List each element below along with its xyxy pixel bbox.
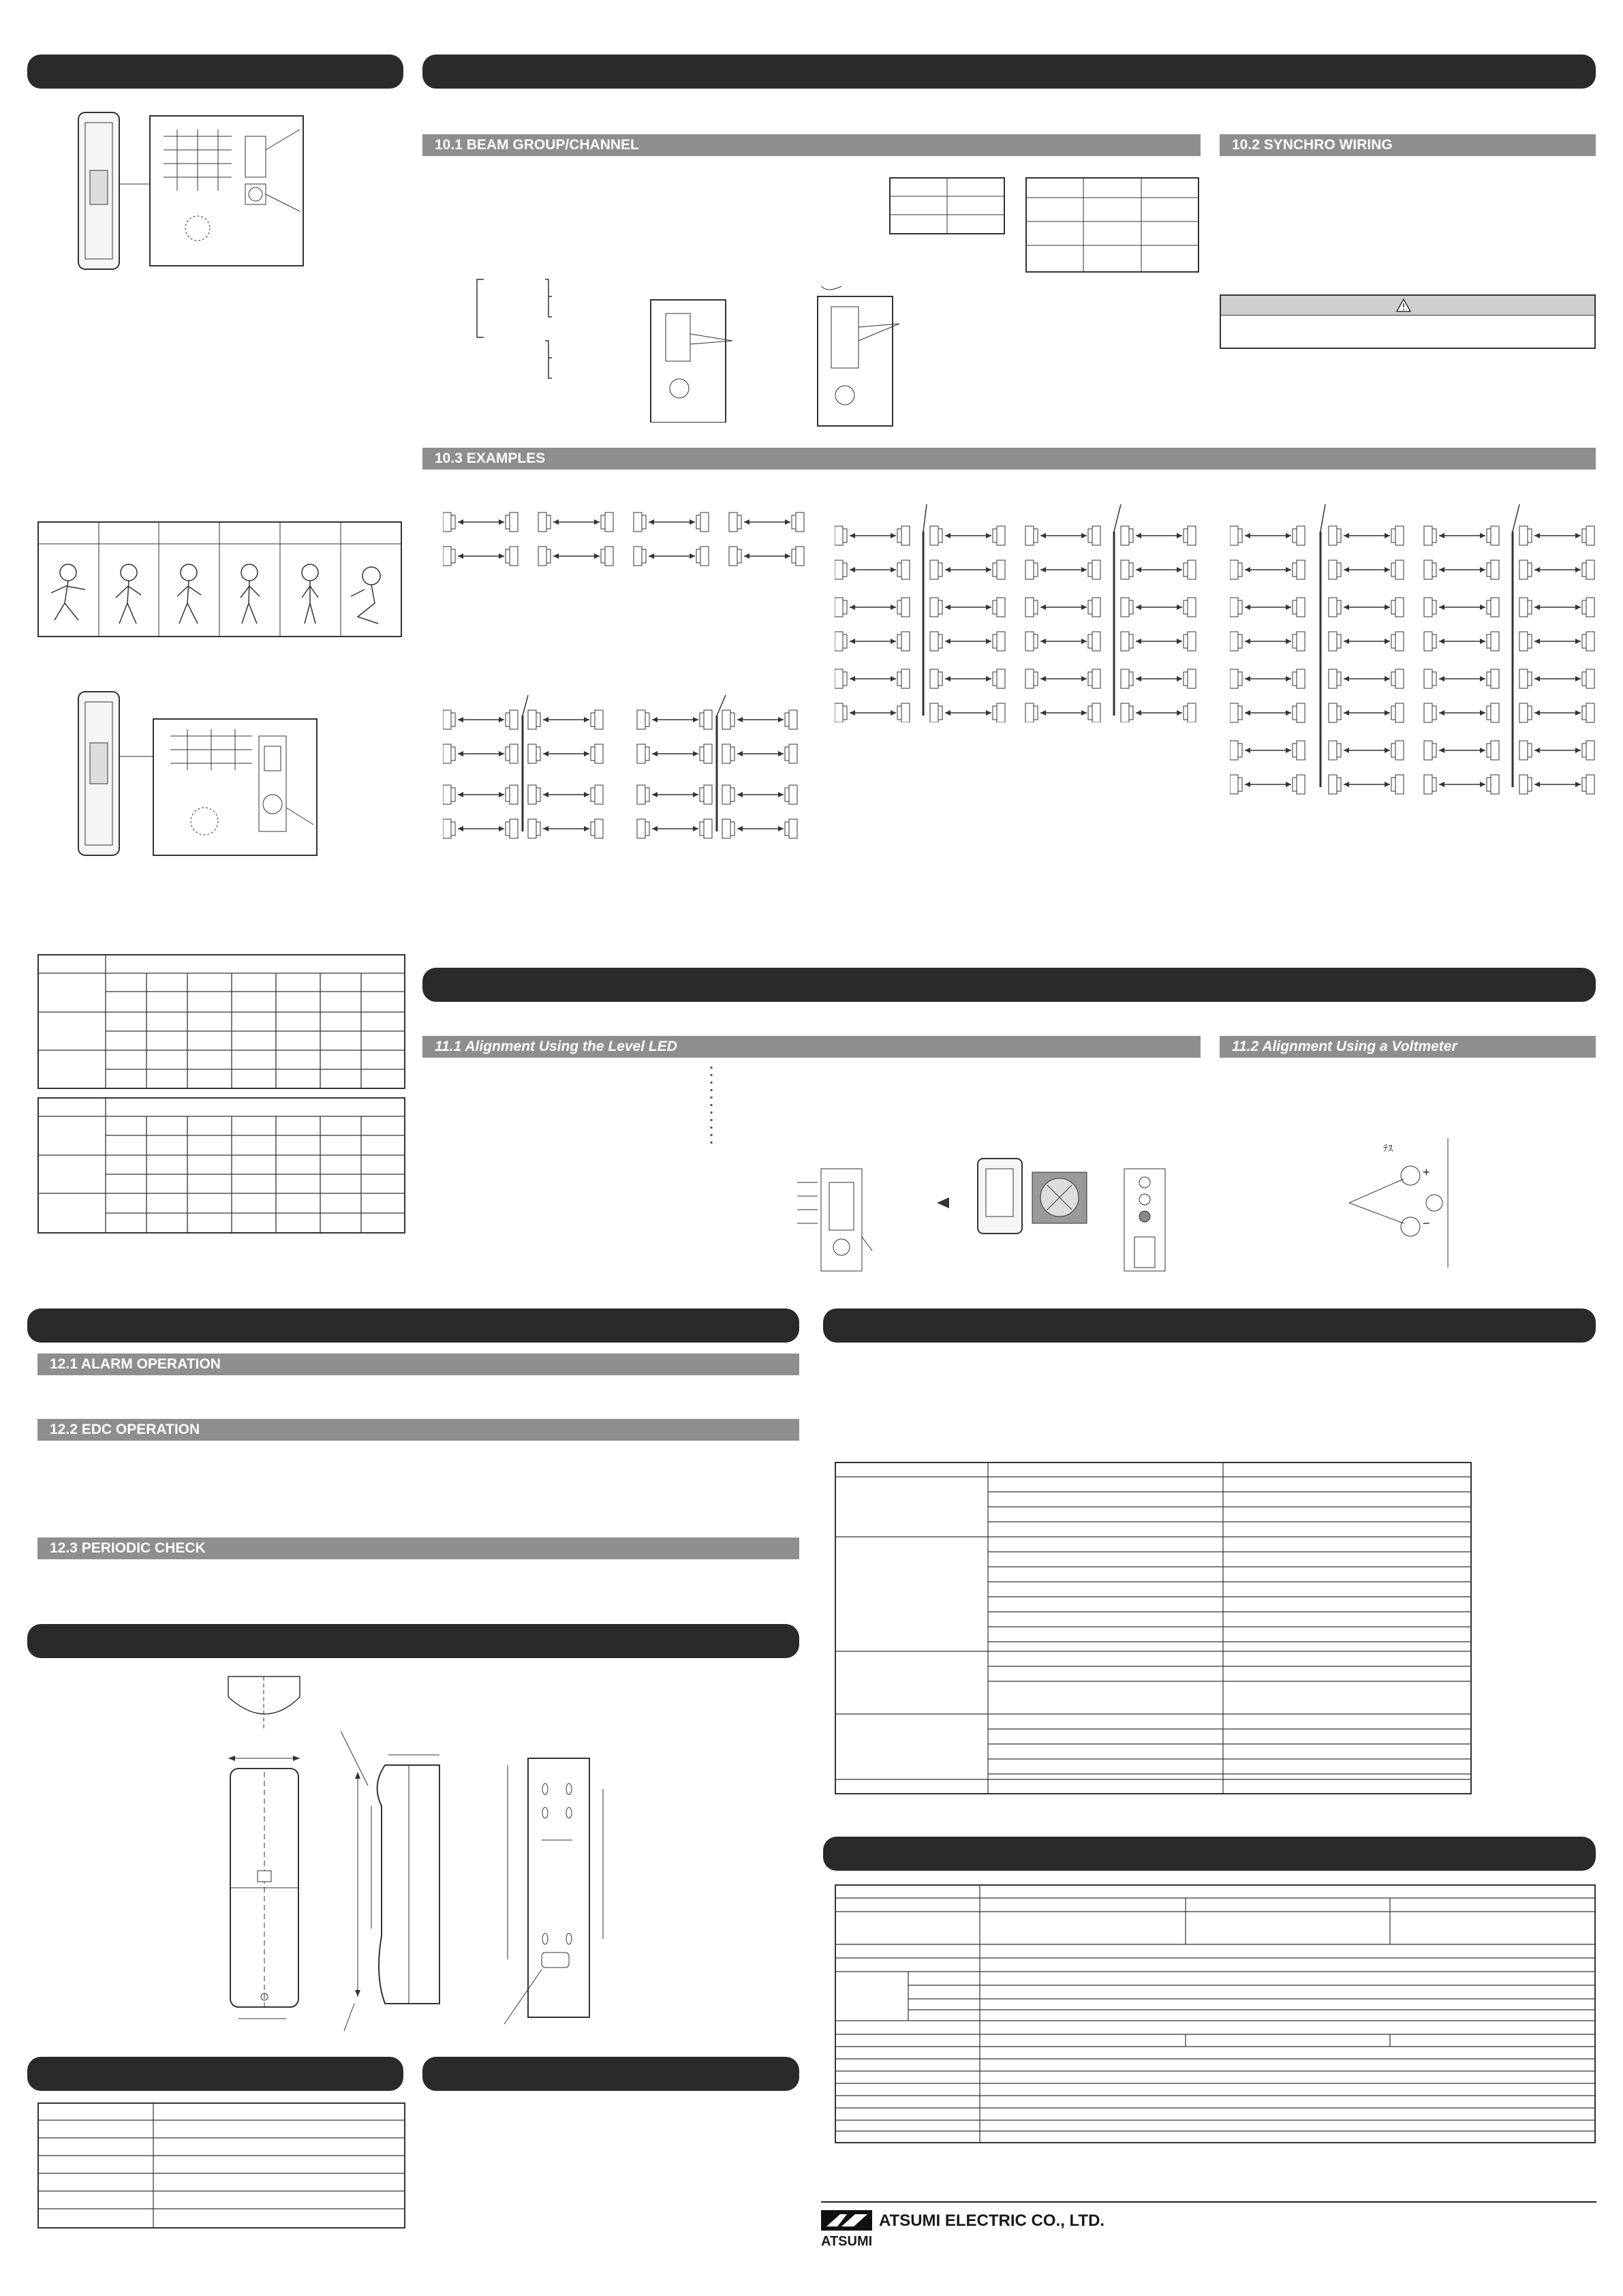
beam-channel-table-small <box>889 177 1005 234</box>
section-banner-10 <box>422 55 1596 89</box>
voltmeter-minus-label: − <box>1423 1216 1430 1230</box>
warning-triangle-icon <box>1395 298 1412 313</box>
example-beam-pairs-group-4 <box>1230 504 1601 797</box>
sensitivity-table-1 <box>37 954 405 1089</box>
section-banner-right-mid <box>823 1308 1596 1343</box>
section-11-2-header: 11.2 Alignment Using a Voltmeter <box>1220 1036 1596 1058</box>
detector-zoom-figure-2 <box>75 688 320 859</box>
section-10-2-header: 10.2 SYNCHRO WIRING <box>1220 134 1596 156</box>
dimension-drawing-side <box>341 1731 450 2031</box>
voltmeter-plus-label: + <box>1423 1165 1430 1179</box>
options-table <box>37 2102 405 2229</box>
atsumi-logo-icon <box>821 2210 872 2231</box>
beam-channel-table-large <box>1025 177 1199 273</box>
section-10-3-header: 10.3 EXAMPLES <box>422 448 1596 470</box>
section-12-2-header: 12.2 EDC OPERATION <box>37 1419 799 1441</box>
level-led-figure-3 <box>1104 1165 1172 1274</box>
voltmeter-probe-label: ﾃｽ <box>1383 1143 1393 1154</box>
walking-person-illustrations <box>37 521 402 637</box>
company-name: ATSUMI ELECTRIC CO., LTD. <box>879 2211 1105 2230</box>
section-banner-12 <box>27 1308 799 1343</box>
voltmeter-connection-figure <box>1349 1138 1485 1268</box>
channel-bracket-diagram <box>470 276 572 385</box>
section-banner-bottom-mid <box>422 2057 799 2091</box>
dimension-drawing-front <box>218 1670 313 2024</box>
level-led-dotted-separator <box>709 1067 714 1148</box>
specifications-table <box>835 1884 1596 2143</box>
section-banner-left-top <box>27 55 403 89</box>
section-banner-specifications <box>823 1837 1596 1871</box>
section-11-1-header: 11.1 Alignment Using the Level LED <box>422 1036 1201 1058</box>
example-beam-pairs-group-3 <box>835 504 1216 722</box>
section-banner-11 <box>422 968 1596 1002</box>
example-beam-pairs-group-2 <box>443 695 814 845</box>
synchro-wiring-warning-box <box>1220 294 1596 349</box>
dip-switch-figure-1 <box>637 286 746 423</box>
section-10-1-header: 10.1 BEAM GROUP/CHANNEL <box>422 134 1201 156</box>
section-banner-bottom-left <box>27 2057 403 2091</box>
section-12-3-header: 12.3 PERIODIC CHECK <box>37 1537 799 1559</box>
level-led-figure-2 <box>937 1155 1094 1244</box>
logo-text: ATSUMI <box>821 2234 873 2249</box>
section-12-1-header: 12.1 ALARM OPERATION <box>37 1353 799 1375</box>
section-banner-dimensions <box>27 1624 799 1658</box>
footer-divider <box>821 2201 1596 2203</box>
troubleshooting-table <box>835 1462 1472 1794</box>
dip-switch-figure-2 <box>804 283 913 429</box>
dimension-drawing-backplate <box>501 1745 617 2031</box>
example-beam-pairs-group-1 <box>443 511 814 572</box>
sensitivity-table-2 <box>37 1097 405 1234</box>
level-led-figure-1 <box>794 1162 876 1274</box>
detector-zoom-figure-1 <box>75 109 307 273</box>
